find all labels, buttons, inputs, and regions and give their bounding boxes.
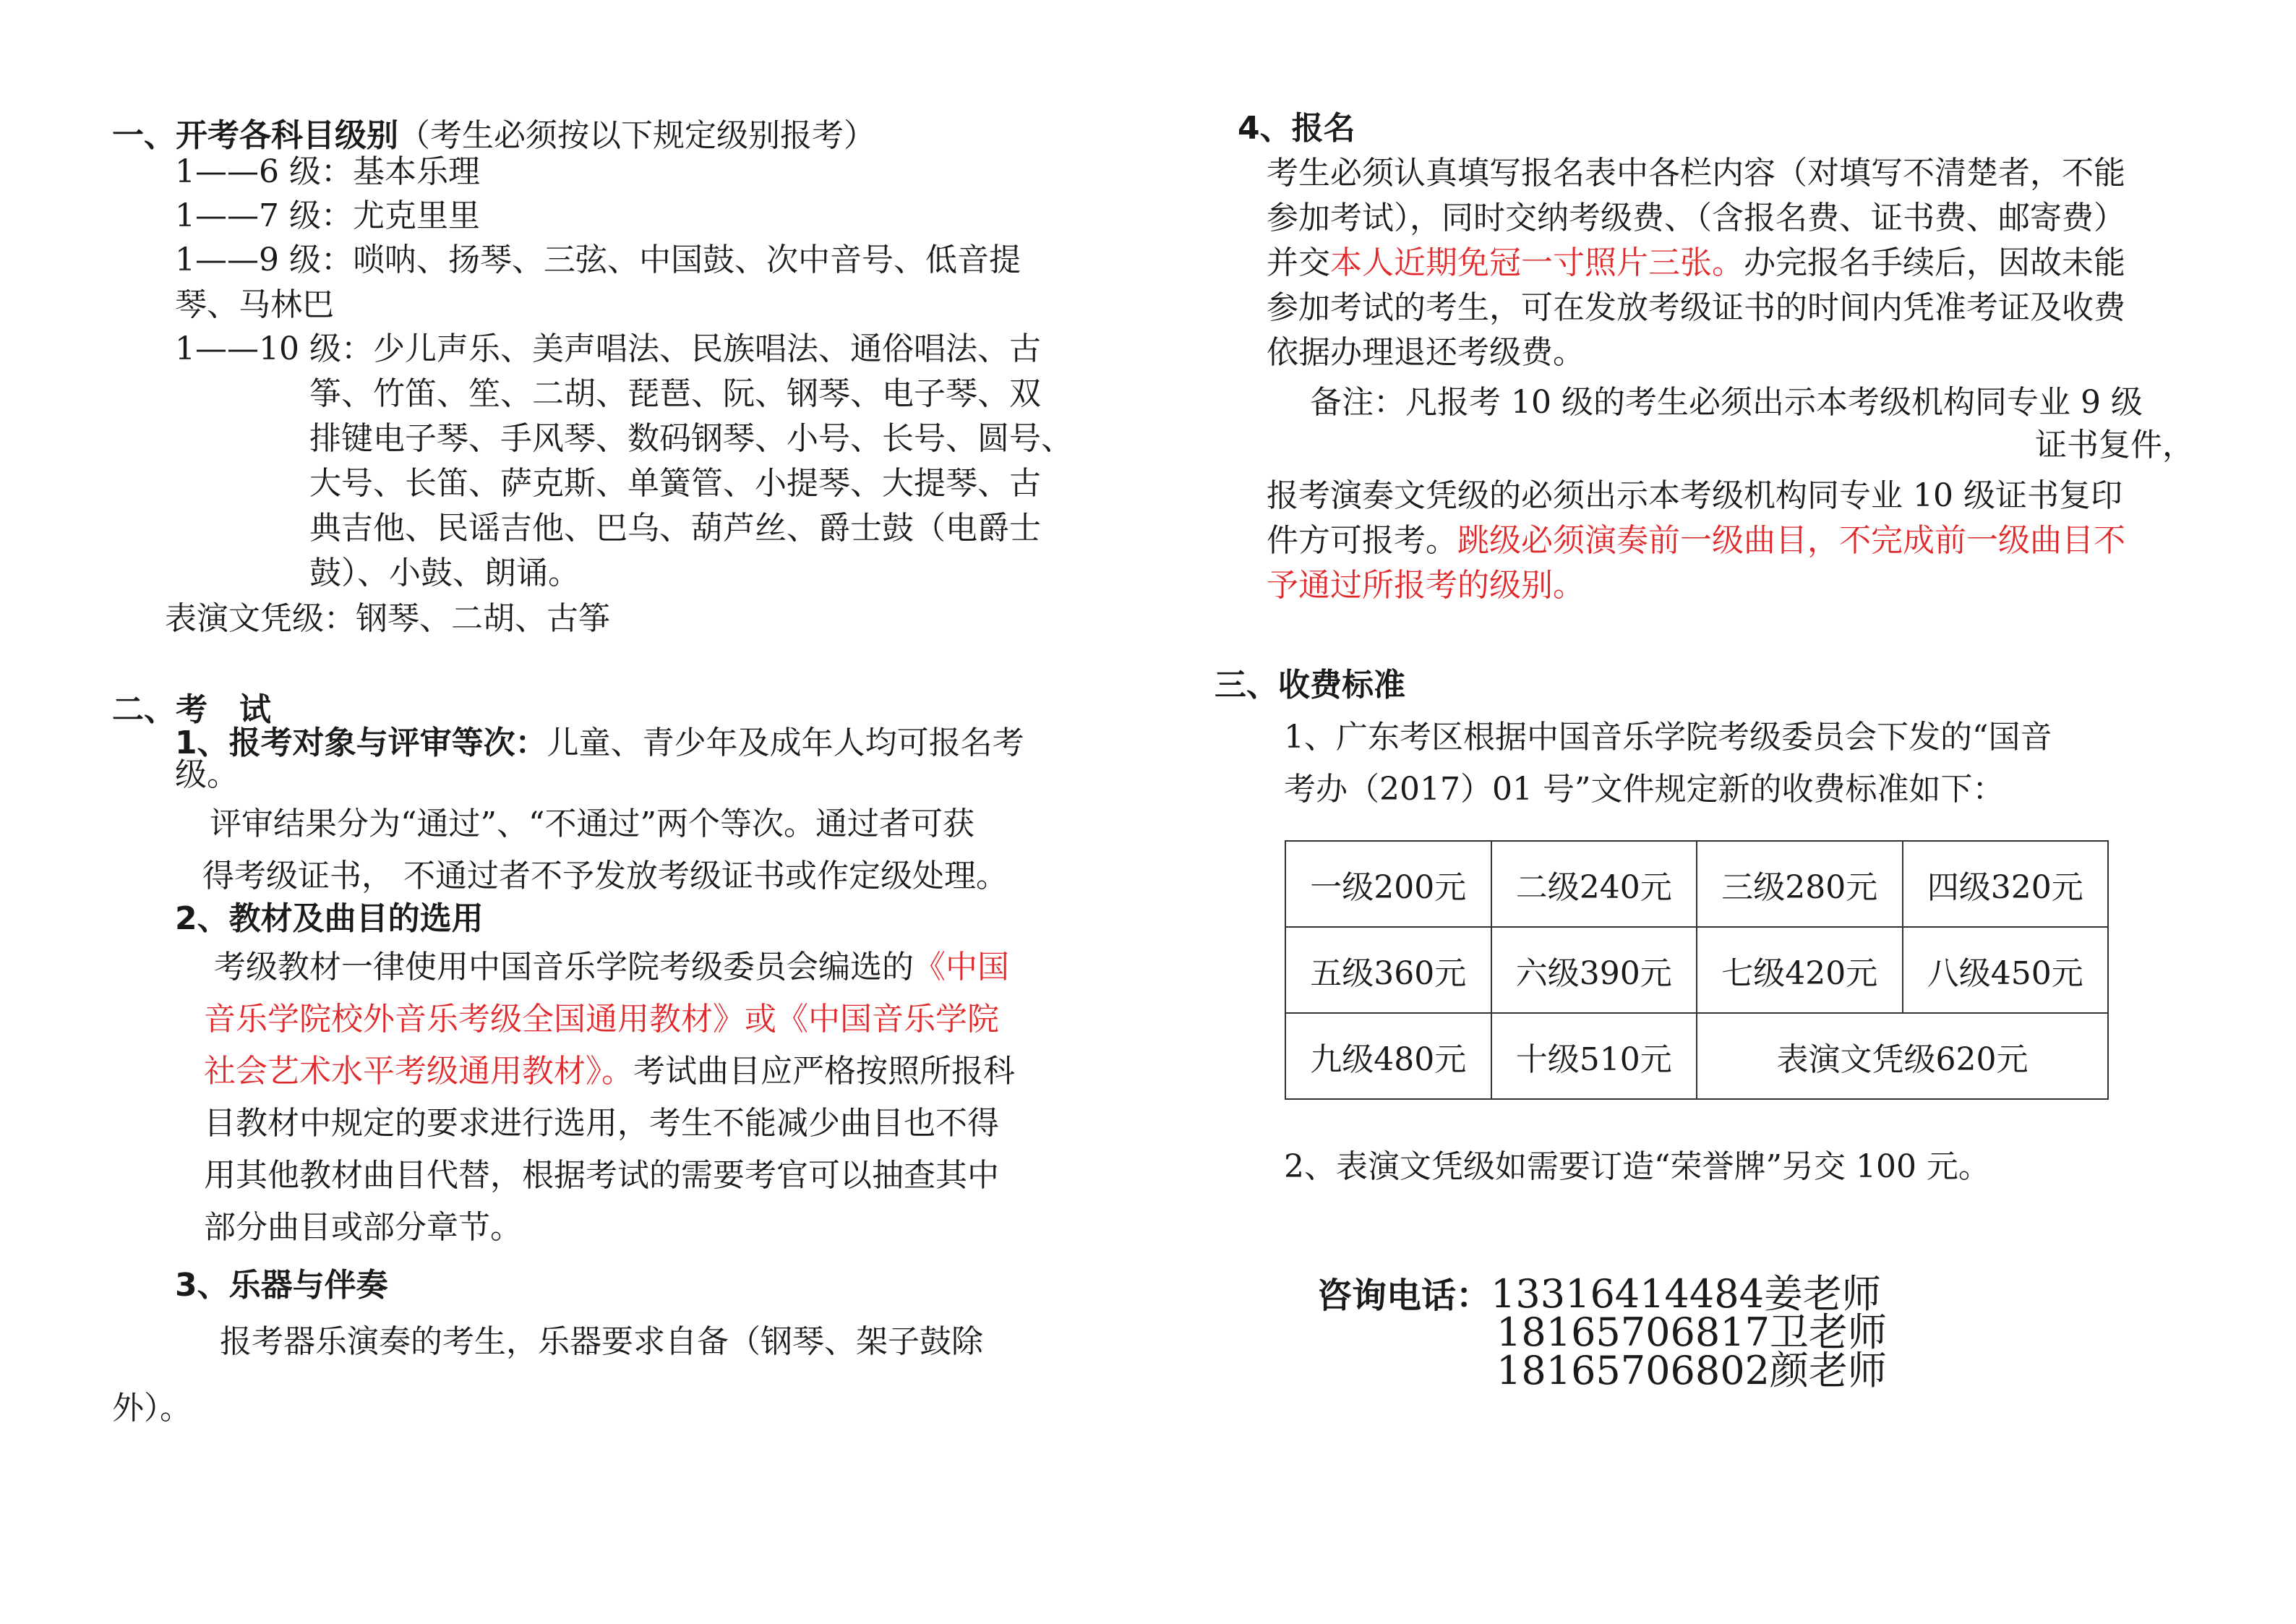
section-2-heading: 二、考 试: [112, 691, 271, 728]
note-line-i-text: 件方可报考。: [1267, 522, 1457, 559]
instrument-heading: 3、乐器与伴奏: [175, 1267, 388, 1304]
exam-target-cont: 级。: [175, 756, 239, 793]
fee-cell: 四级320元: [1903, 841, 2109, 927]
level-line-3b: 琴、马林巴: [175, 286, 334, 323]
registration-line-c: [1267, 242, 2125, 285]
contact-phone-1: 13316414484姜老师: [1491, 1271, 1881, 1317]
instrument-line-b: 外）。: [112, 1390, 192, 1427]
contact-label: 咨询电话：: [1317, 1275, 1491, 1316]
level-line-4e: 典吉他、民谣吉他、巴乌、葫芦丝、爵士鼓（电爵士: [309, 510, 1041, 547]
fee-intro-a: 1、广东考区根据中国音乐学院考级委员会下发的“国音: [1284, 719, 2052, 756]
textbook-line-c-text: 考试曲目应严格按照所报科: [633, 1053, 1015, 1090]
level-line-2: 1——7 级：尤克里里: [175, 197, 480, 234]
fee-cell: 五级360元: [1285, 927, 1491, 1013]
textbook-line-e: 用其他教材曲目代替，根据考试的需要考官可以抽查其中: [204, 1157, 999, 1194]
registration-line-c-text2: 办完报名手续后，因故未能: [1744, 244, 2125, 281]
fee-cell: 八级450元: [1903, 927, 2109, 1013]
registration-line-c-text1: 并交: [1267, 244, 1330, 281]
diploma-level-line: 表演文凭级：钢琴、二胡、古筝: [165, 600, 610, 637]
fee-cell: 九级480元: [1285, 1013, 1491, 1099]
contact-phone-3: 18165706802颜老师: [1496, 1348, 1887, 1393]
textbook-line-d: 目教材中规定的要求进行选用，考生不能减少曲目也不得: [204, 1105, 999, 1142]
note-line-h: 报考演奏文凭级的必须出示本考级机构同专业 10 级证书复印: [1267, 477, 2122, 514]
note-line-f: 备注：凡报考 10 级的考生必须出示本考级机构同专业 9 级: [1310, 384, 2143, 421]
registration-line-e: 依据办理退还考级费。: [1267, 334, 1585, 371]
fee-intro-b: 考办（2017）01 号”文件规定新的收费标准如下：: [1284, 771, 2005, 808]
fee-cell: 三级280元: [1697, 841, 1903, 927]
note-line-g: 证书复件，: [2035, 427, 2194, 463]
contact-phone-2: 18165706817卫老师: [1496, 1309, 1887, 1355]
exam-target-line: [175, 722, 1024, 765]
honor-plaque-line: 2、表演文凭级如需要订造“荣誉牌”另交 100 元。: [1284, 1148, 1990, 1185]
fee-cell: 七级420元: [1697, 927, 1903, 1013]
registration-line-d: 参加考试的考生，可在发放考级证书的时间内凭准考证及收费: [1267, 289, 2125, 326]
textbook-line-c: [204, 1050, 1015, 1093]
fee-cell: 二级240元: [1491, 841, 1697, 927]
textbook-line-a: [214, 946, 1009, 989]
textbook-line-b: 音乐学院校外音乐考级全国通用教材》或《中国音乐学院: [204, 1001, 999, 1038]
level-line-1: 1——6 级：基本乐理: [175, 153, 480, 190]
result-line-a: 评审结果分为“通过”、“不通过”两个等次。通过者可获: [210, 805, 974, 842]
section-3-heading: 三、收费标准: [1215, 667, 1405, 704]
result-line-b: 得考级证书， 不通过者不予发放考级证书或作定级处理。: [202, 858, 1008, 894]
level-line-4c: 排键电子琴、手风琴、数码钢琴、小号、长号、圆号、: [309, 420, 1073, 457]
fee-row: [1285, 841, 2108, 927]
textbook-heading: 2、教材及曲目的选用: [175, 900, 484, 937]
level-line-4a: 1——10 级：少儿声乐、美声唱法、民族唱法、通俗唱法、古: [175, 330, 1041, 367]
level-line-3a: 1——9 级：唢呐、扬琴、三弦、中国鼓、次中音号、低音提: [175, 242, 1021, 278]
registration-heading: 4、报名: [1238, 110, 1355, 147]
level-line-4f: 鼓）、小鼓、朗诵。: [309, 555, 580, 591]
section-1-note: （考生必须按以下规定级别报考）: [398, 117, 875, 154]
section-1-heading: 一、开考各科目级别: [112, 117, 398, 154]
textbook-line-a-text: 考级教材一律使用中国音乐学院考级委员会编选的: [214, 949, 914, 986]
note-line-j: 予通过所报考的级别。: [1267, 567, 1585, 604]
exam-target-text: 儿童、青少年及成年人均可报名考: [547, 725, 1024, 761]
registration-line-b: 参加考试），同时交纳考级费、（含报名费、证书费、邮寄费）: [1267, 200, 2125, 236]
textbook-line-f: 部分曲目或部分章节。: [204, 1209, 522, 1246]
note-line-i-red: 跳级必须演奏前一级曲目，不完成前一级曲目不: [1457, 522, 2125, 559]
textbook-line-a-red: 《中国: [914, 949, 1009, 986]
fee-cell: 十级510元: [1491, 1013, 1697, 1099]
level-line-4d: 大号、长笛、萨克斯、单簧管、小提琴、大提琴、古: [309, 465, 1041, 502]
instrument-line-a: 报考器乐演奏的考生，乐器要求自备（钢琴、架子鼓除: [220, 1323, 983, 1360]
registration-line-a: 考生必须认真填写报名表中各栏内容（对填写不清楚者，不能: [1267, 155, 2125, 192]
exam-target-heading: 1、报考对象与评审等次：: [175, 725, 547, 761]
fee-cell: 六级390元: [1491, 927, 1697, 1013]
note-line-i: [1267, 519, 2125, 563]
fee-row: [1285, 927, 2108, 1013]
fee-cell: 一级200元: [1285, 841, 1491, 927]
fee-row: [1285, 1013, 2108, 1099]
fee-cell-diploma: 表演文凭级620元: [1697, 1013, 2108, 1099]
level-line-4b: 筝、竹笛、笙、二胡、琵琶、阮、钢琴、电子琴、双: [309, 375, 1041, 412]
textbook-line-c-red: 社会艺术水平考级通用教材》。: [204, 1053, 633, 1090]
fee-table: [1285, 840, 2109, 1100]
registration-line-c-red: 本人近期免冠一寸照片三张。: [1330, 244, 1744, 281]
